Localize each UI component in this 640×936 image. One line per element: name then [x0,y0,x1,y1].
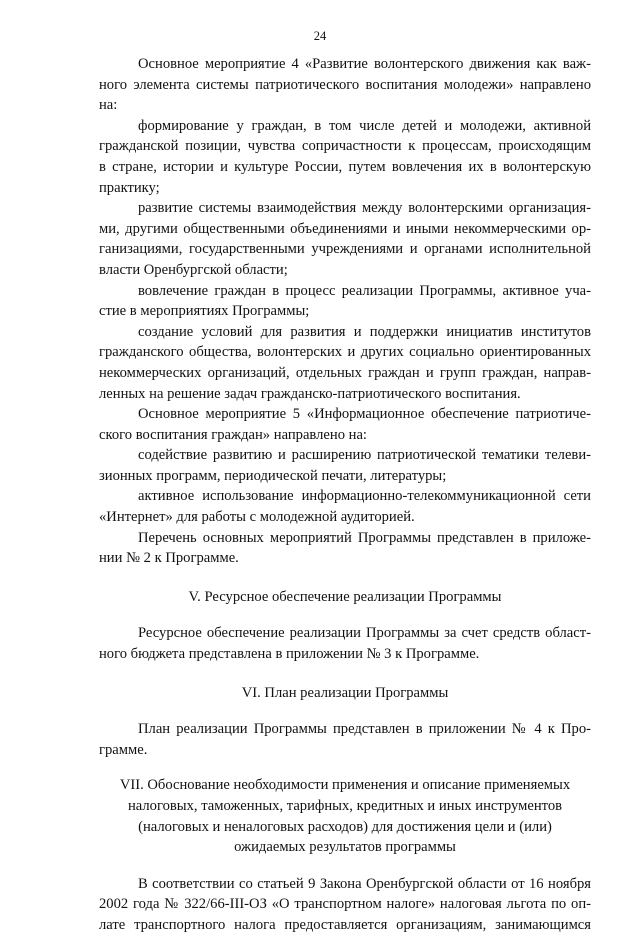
text-line: 2002 года № 322/66-III-ОЗ «О транспортном налоге» налоговая льгота по оп- [99,896,591,913]
text-line: В соответствии со статьей 9 Закона Оренбургской области от 16 ноября [138,875,591,892]
text-line: «Интернет» для работы с молодежной аудиторией. [99,509,415,526]
paragraph-section-v [99,623,591,664]
paragraph [99,445,591,486]
heading-line: VII. Обоснование необходимости применения и описание применяемых [119,777,571,794]
heading-section-v: V. Ресурсное обеспечение реализации Программы [188,588,502,605]
text-line: ного бюджета представлена в приложении № 3 к Программе. [99,646,480,663]
text-line: лате транспортного налога предоставляется организациям, занимающимся [99,916,591,933]
heading-line: (налоговых и неналоговых расходов) для достижения цели и (или) [138,818,552,835]
text-line: стие в мероприятиях Программы; [99,303,310,320]
text-line: практику; [99,179,160,196]
text-line: некоммерческих организаций, отдельных граждан и групп граждан, направ- [99,364,591,381]
text-line: Ресурсное обеспечение реализации Программы за счет средств област- [138,625,591,642]
text-line: нии № 2 к Программе. [99,550,239,567]
text-line: ми, другими общественными объединениями и иными некоммерческими ор- [99,220,591,237]
page-number: 24 [313,29,327,43]
heading-line: налоговых, таможенных, тарифных, кредитных и иных инструментов [127,798,563,814]
text-line: в стране, истории и культуре России, путем вовлечения их в волонтерскую [99,158,591,175]
text-line: создание условий для развития и поддержки инициатив институтов [138,323,591,340]
heading-section-vi: VI. План реализации Программы [241,684,449,701]
paragraph [99,528,591,569]
text-line: власти Оренбургской области; [99,261,288,278]
text-line: ского воспитания граждан» направлено на: [99,426,367,443]
heading-section-vii [99,775,591,857]
text-line: гражданского общества, волонтерских и других социально ориентированных [99,344,591,361]
paragraph [99,116,591,198]
text-line: Основное мероприятие 5 «Информационное обеспечение патриотиче- [138,406,591,423]
text-line: развитие системы взаимодействия между волонтерскими организация- [138,200,591,217]
text-line: гражданской позиции, чувства сопричастности к процессам, происходящим [99,138,591,155]
text-line: Перечень основных мероприятий Программы представлен в приложе- [138,529,591,546]
paragraph [99,54,591,116]
paragraph [99,198,591,280]
text-line: активное использование информационно-телекоммуникационной сети [138,488,591,505]
text-line: зионных программ, периодической печати, литературы; [99,467,447,484]
text-line: на: [99,97,118,114]
text-line: содействие развитию и расширению патриотической тематики телеви- [138,447,591,464]
paragraph [99,486,591,527]
text-line: грамме. [99,741,148,758]
section-iv-continuation [99,54,591,569]
paragraph [99,322,591,404]
paragraph [99,281,591,322]
text-line: вовлечение граждан в процесс реализации Программы, активное уча- [138,282,591,299]
text-line: ного элемента системы патриотического воспитания молодежи» направлено [99,76,591,93]
text-line: План реализации Программы представлен в приложении № 4 к Про- [138,721,591,738]
paragraph [99,404,591,445]
text-line: ленных на решение задач гражданско-патриотического воспитания. [99,385,521,402]
paragraph-section-vi [99,719,591,760]
document-body [99,54,591,936]
heading-line: ожидаемых результатов программы [234,839,456,856]
text-line: Основное мероприятие 4 «Развитие волонтерского движения как важ- [138,56,591,72]
text-line: ганизациями, государственными учреждениями и органами исполнительной [99,241,591,258]
text-line: формирование у граждан, в том числе детей и молодежи, активной [138,117,591,134]
